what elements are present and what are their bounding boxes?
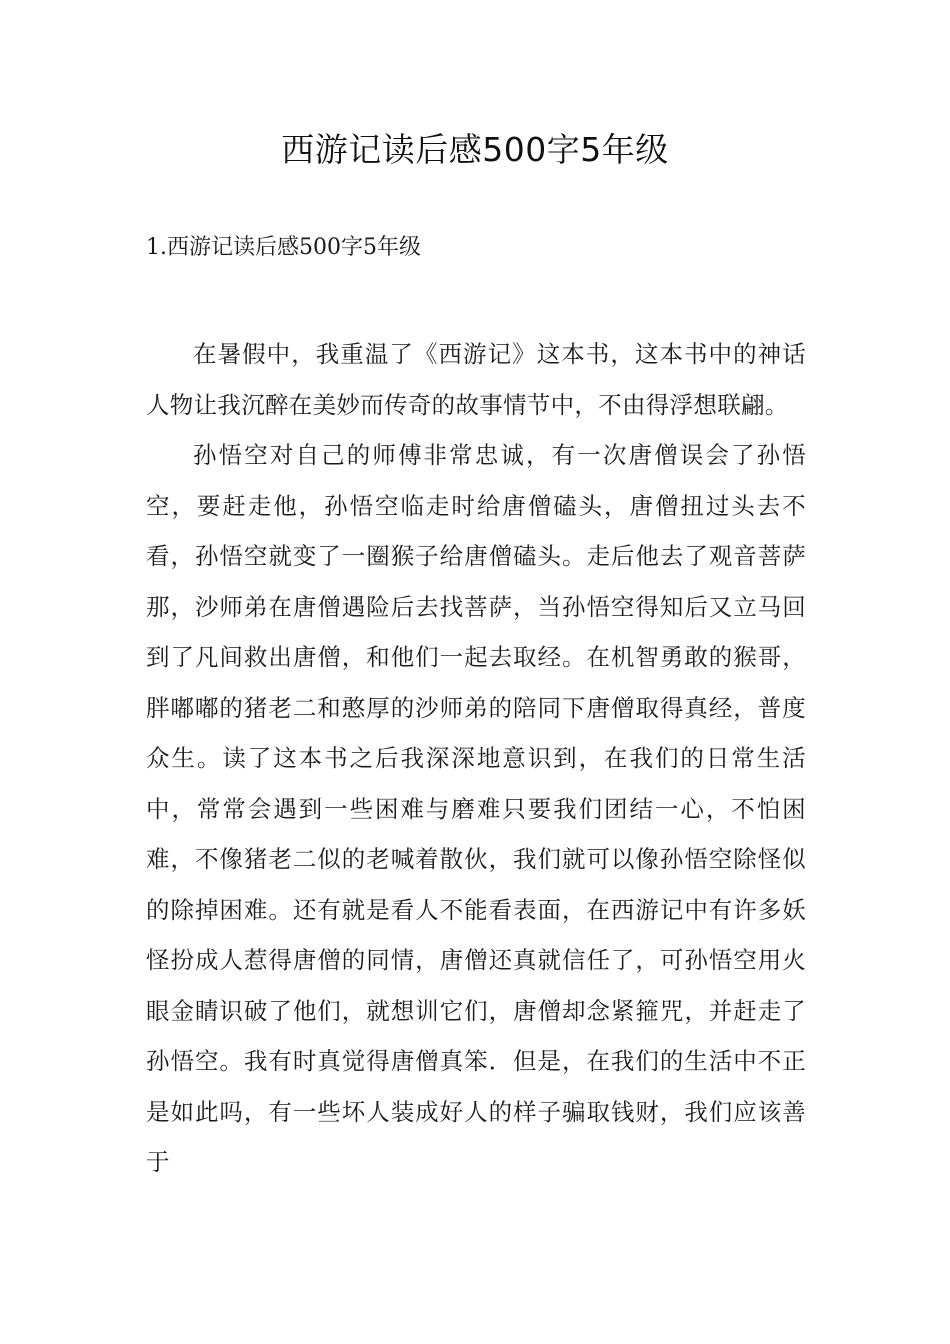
paragraph: 在暑假中，我重温了《西游记》这本书，这本书中的神话人物让我沉醉在美妙而传奇的故事情节中，不由得浮想联翩。: [146, 340, 806, 419]
paragraph: 孙悟空对自己的师傅非常忠诚，有一次唐僧误会了孙悟空，要赶走他，孙悟空临走时给唐僧磕头，唐僧扭过头去不看，孙悟空就变了一圈猴子给唐僧磕头。走后他去了观音菩萨那，沙师弟在唐僧遇险后去找菩萨，当孙悟空得知后又立马回到了凡间救出唐僧，和他们一起去取经。在机智勇敢的猴哥，胖嘟嘟的猪老二和憨厚的沙师弟的陪同下唐僧取得真经，普度众生。读了这本书之后我深深地意识到，在我们的日常生活中，常常会遇到一些困难与磨难只要我们团结一心，不怕困难，不像猪老二似的老喊着散伙，我们就可以像孙悟空除怪似的除掉困难。还有就是看人不能看表面，在西游记中有许多妖怪扮成人惹得唐僧的同情，唐僧还真就信任了，可孙悟空用火眼金睛识破了他们，就想训它们，唐僧却念紧箍咒，并赶走了孙悟空。我有时真觉得唐僧真笨．但是，在我们的生活中不正是如此吗，有一些坏人装成好人的样子骗取钱财，我们应该善于: [146, 441, 806, 1176]
body-text: [146, 329, 806, 1188]
section-heading: 1.西游记读后感500字5年级: [146, 235, 421, 260]
page-title: 西游记读后感500字5年级: [281, 130, 669, 169]
